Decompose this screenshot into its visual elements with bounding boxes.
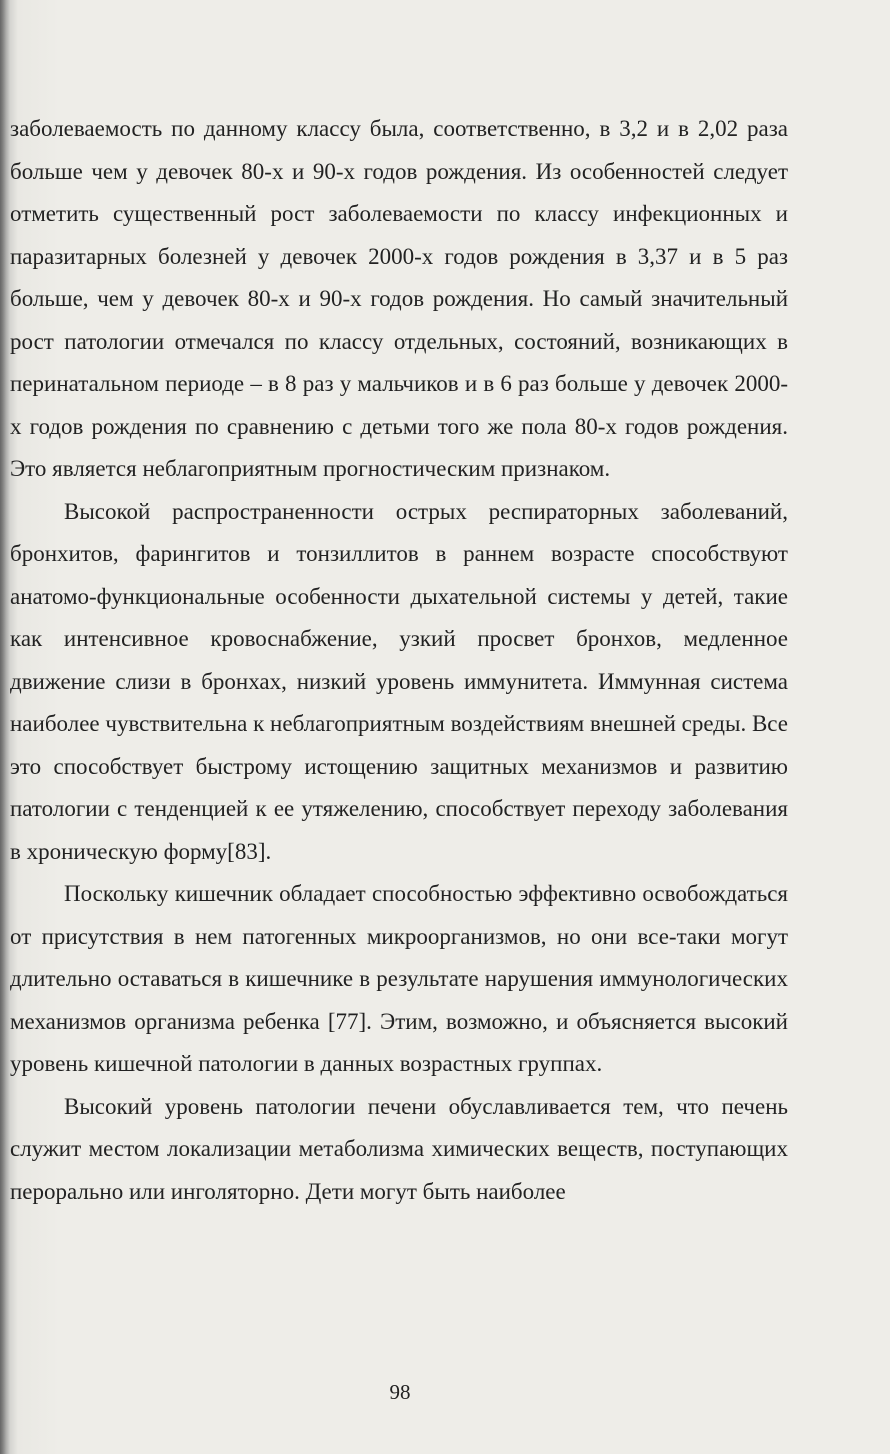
paragraph-2: Высокой распространенности острых респираторных заболеваний, бронхитов, фарингитов и тонзиллитов в раннем возрасте способствуют анатомо-функциональные особенности дыхательной системы у детей, такие как интенсивное кровоснабжение, узкий просвет бронхов, медленное движение слизи в бронхах, низкий уровень иммунитета. Иммунная система наиболее чувствительна к неблагоприятным воздействиям внешней среды. Все это способствует быстрому истощению защитных механизмов и развитию патологии с тенденцией к ее утяжелению, способствует переходу заболевания в хроническую форму[83].: [10, 498, 788, 864]
document-body: [10, 108, 788, 1213]
paragraph-1: заболеваемость по данному классу была, соответственно, в 3,2 и в 2,02 раза больше чем у девочек 80-х и 90-х годов рождения. Из особенностей следует отметить существенный рост заболеваемости по классу инфекционных и паразитарных болезней у девочек 2000-х годов рождения в 3,37 и в 5 раз больше, чем у девочек 80-х и 90-х годов рождения. Но самый значительный рост патологии отмечался по классу отдельных, состояний, возникающих в перинатальном периоде – в 8 раз у мальчиков и в 6 раз больше у девочек 2000-х годов рождения по сравнению с детьми того же пола 80-х годов рождения. Это является неблагоприятным прогностическим признаком.: [10, 116, 788, 481]
paragraph-4: Высокий уровень патологии печени обуславливается тем, что печень служит местом локализации метаболизма химических веществ, поступающих перорально или инголяторно. Дети могут быть наиболее: [10, 1093, 788, 1204]
page-number: 98: [389, 1380, 411, 1404]
paragraph-3: Поскольку кишечник обладает способностью эффективно освобождаться от присутствия в нем патогенных микроорганизмов, но они все-таки могут длительно оставаться в кишечнике в результате нарушения иммунологических механизмов организма ребенка [77]. Этим, возможно, и объясняется высокий уровень кишечной патологии в данных возрастных группах.: [10, 881, 788, 1076]
